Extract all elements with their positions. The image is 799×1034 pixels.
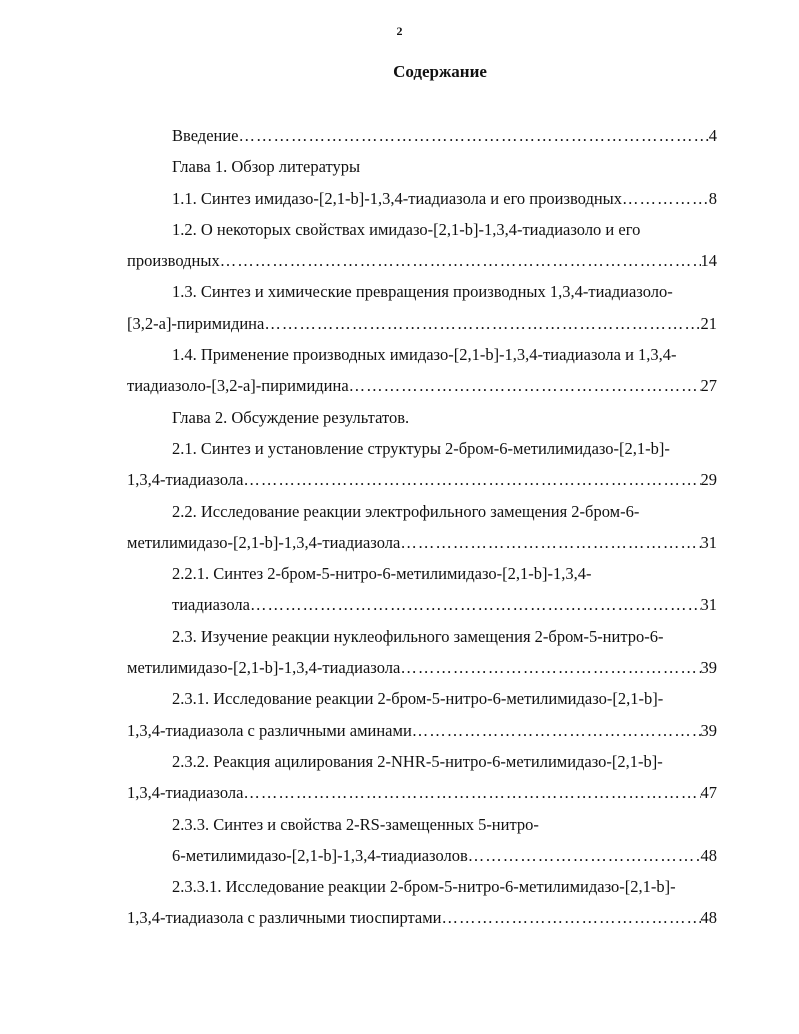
leader-dots	[349, 370, 701, 401]
toc-page-number: 31	[700, 595, 717, 615]
toc-entry-1-3-line-1	[127, 276, 717, 307]
toc-entry-label: 1.2. О некоторых свойствах имидазо-[2,1-b]-1,3,4-тиадиазоло и его	[172, 219, 641, 239]
toc-entry-label: 2.2.1. Синтез 2-бром-5-нитро-6-метилимидазо-[2,1-b]-1,3,4-	[172, 564, 592, 584]
leader-dots	[412, 715, 701, 746]
toc-page-number: 47	[700, 783, 717, 803]
toc-page-number: 31	[700, 532, 717, 552]
leader-dots	[220, 245, 701, 276]
leader-dots	[468, 840, 701, 871]
toc-entry-label: 2.1. Синтез и установление структуры 2-бром-6-метилимидазо-[2,1-b]-	[172, 438, 670, 458]
toc-entry-2-3-2-line-1	[127, 746, 717, 777]
toc-entry-chapter-2	[127, 402, 717, 433]
toc-entry-label: Глава 1. Обзор литературы	[172, 157, 361, 177]
toc-page-number: 8	[708, 188, 717, 208]
toc-page-number: 4	[708, 126, 717, 145]
leader-dots	[243, 464, 700, 495]
toc-entry-label: 1,3,4-тиадиазола	[127, 783, 244, 803]
toc-entry-2-1-line-1	[127, 433, 717, 464]
toc-entry-introduction	[127, 120, 717, 151]
toc-entry-label: производных	[127, 251, 220, 271]
toc-entry-chapter-1	[127, 151, 717, 182]
leader-dots	[250, 589, 701, 620]
toc-entry-2-2-1-line-1	[127, 558, 717, 589]
toc-entry-label: 2.3.1. Исследование реакции 2-бром-5-нитро-6-метилимидазо-[2,1-b]-	[172, 689, 664, 709]
table-of-contents	[127, 120, 717, 934]
toc-entry-2-3-3-1-line-2	[127, 902, 717, 933]
toc-entry-label: [3,2-а]-пиримидина	[127, 313, 265, 333]
toc-entry-label: 1.1. Синтез имидазо-[2,1-b]-1,3,4-тиадиазола и его производных	[172, 188, 623, 208]
toc-entry-label: Глава 2. Обсуждение результатов.	[172, 407, 410, 427]
toc-entry-2-2-1-line-2	[127, 589, 717, 620]
toc-page-number: 48	[700, 845, 717, 865]
toc-entry-1-4-line-2	[127, 370, 717, 401]
page-number: 2	[396, 24, 403, 38]
toc-entry-label: метилимидазо-[2,1-b]-1,3,4-тиадиазола	[127, 658, 401, 678]
page-title: Содержание	[393, 62, 487, 81]
toc-entry-1-2-line-1	[127, 214, 717, 245]
toc-entry-2-3-1-line-2	[127, 715, 717, 746]
toc-entry-1-3-line-2	[127, 308, 717, 339]
toc-entry-2-3-3-line-2	[127, 840, 717, 871]
toc-entry-1-2-line-2	[127, 245, 717, 276]
leader-dots	[243, 777, 700, 808]
toc-entry-label: 1,3,4-тиадиазола с различными тиоспиртами	[127, 908, 442, 928]
toc-entry-label: тиадиазоло-[3,2-а]-пиримидина	[127, 376, 349, 396]
toc-entry-2-3-3-1-line-1	[127, 871, 717, 902]
toc-page-number: 14	[700, 251, 717, 271]
toc-page-number: 29	[700, 470, 717, 490]
toc-entry-label: 2.3. Изучение реакции нуклеофильного замещения 2-бром-5-нитро-6-	[172, 626, 664, 646]
leader-dots	[264, 308, 700, 339]
toc-page-number: 39	[700, 658, 717, 678]
toc-entry-label: Введение	[172, 126, 239, 145]
toc-page-number: 39	[700, 720, 717, 740]
toc-entry-label: 6-метилимидазо-[2,1-b]-1,3,4-тиадиазолов	[172, 845, 468, 865]
toc-entry-label: 1.4. Применение производных имидазо-[2,1-b]-1,3,4-тиадиазола и 1,3,4-	[172, 345, 677, 365]
toc-page-number: 21	[700, 313, 717, 333]
leader-dots	[400, 527, 700, 558]
leader-dots	[400, 652, 700, 683]
toc-entry-2-3-2-line-2	[127, 777, 717, 808]
toc-entry-2-3-1-line-1	[127, 683, 717, 714]
leader-dots	[239, 120, 709, 151]
toc-entry-2-3-line-2	[127, 652, 717, 683]
toc-entry-label: 2.3.3. Синтез и свойства 2-RS-замещенных 5-нитро-	[172, 814, 539, 834]
toc-entry-1-1	[127, 183, 717, 214]
toc-entry-2-2-line-1	[127, 496, 717, 527]
toc-entry-2-3-line-1	[127, 621, 717, 652]
toc-entry-label: 2.3.2. Реакция ацилирования 2-NHR-5-нитро-6-метилимидазо-[2,1-b]-	[172, 751, 663, 771]
toc-entry-1-4-line-1	[127, 339, 717, 370]
toc-entry-label: 1,3,4-тиадиазола	[127, 470, 244, 490]
toc-entry-label: 1,3,4-тиадиазола с различными аминами	[127, 720, 412, 740]
leader-dots	[441, 902, 700, 933]
leader-dots	[622, 183, 709, 214]
toc-entry-2-3-3-line-1	[127, 809, 717, 840]
toc-page-number: 48	[700, 908, 717, 928]
toc-entry-label: 2.3.3.1. Исследование реакции 2-бром-5-нитро-6-метилимидазо-[2,1-b]-	[172, 877, 676, 897]
toc-entry-label: 1.3. Синтез и химические превращения производных 1,3,4-тиадиазоло-	[172, 282, 673, 302]
toc-entry-2-2-line-2	[127, 527, 717, 558]
toc-entry-label: тиадиазола	[172, 595, 250, 615]
toc-entry-label: 2.2. Исследование реакции электрофильного замещения 2-бром-6-	[172, 501, 640, 521]
toc-page-number: 27	[700, 376, 717, 396]
toc-entry-2-1-line-2	[127, 464, 717, 495]
toc-entry-label: метилимидазо-[2,1-b]-1,3,4-тиадиазола	[127, 532, 401, 552]
